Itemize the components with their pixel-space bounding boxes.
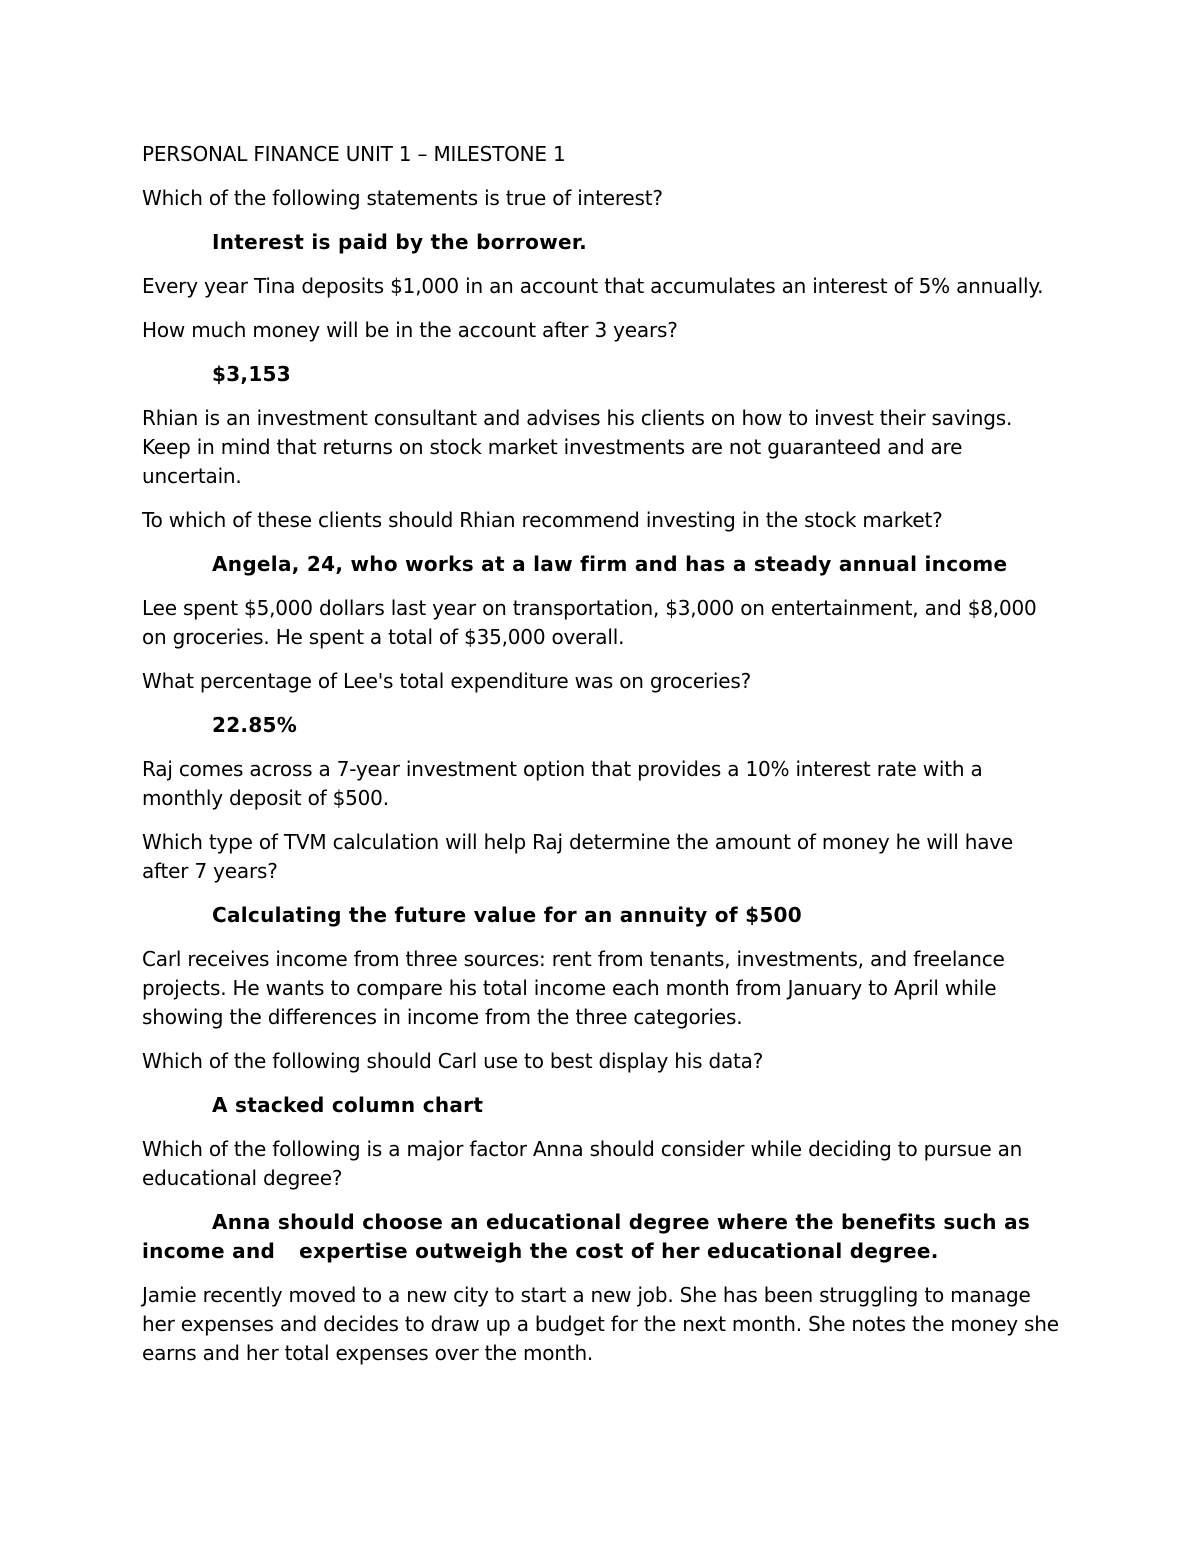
question-3: To which of these clients should Rhian recommend investing in the stock market?	[142, 508, 943, 532]
document-page	[142, 140, 1062, 1383]
answer-3: Angela, 24, who works at a law firm and has a steady annual income	[212, 552, 1008, 576]
question-7: Which of the following is a major factor Anna should consider while deciding to pursue an educational degree?	[142, 1137, 1023, 1190]
question-4: What percentage of Lee's total expenditure was on groceries?	[142, 669, 751, 693]
question-1: Which of the following statements is true of interest?	[142, 186, 663, 210]
question-6-context: Carl receives income from three sources: rent from tenants, investments, and freelance projects. He wants to compare his total income each month from January to April while showing the differences in income from the three categories.	[142, 947, 1005, 1029]
answer-6: A stacked column chart	[212, 1093, 484, 1117]
answer-7-part-2: expertise outweigh the cost of her educational degree.	[299, 1239, 939, 1263]
question-4-context: Lee spent $5,000 dollars last year on transportation, $3,000 on entertainment, and $8,000 on groceries. He spent a total of $35,000 overall.	[142, 596, 1037, 649]
question-2: How much money will be in the account after 3 years?	[142, 318, 678, 342]
answer-2: $3,153	[212, 362, 291, 386]
answer-7-part-1: Anna should choose an educational degree where the benefits such as income and	[142, 1210, 1031, 1263]
answer-4: 22.85%	[212, 713, 298, 737]
answer-7	[142, 1208, 1062, 1266]
question-5-context: Raj comes across a 7-year investment option that provides a 10% interest rate with a monthly deposit of $500.	[142, 757, 983, 810]
question-6: Which of the following should Carl use to best display his data?	[142, 1049, 764, 1073]
question-3-context: Rhian is an investment consultant and advises his clients on how to invest their savings. Keep in mind that returns on stock market investments are not guaranteed and are uncertain.	[142, 406, 1013, 488]
answer-5: Calculating the future value for an annuity of $500	[212, 903, 802, 927]
question-2-context: Every year Tina deposits $1,000 in an account that accumulates an interest of 5% annually.	[142, 274, 1044, 298]
answer-1: Interest is paid by the borrower.	[212, 230, 588, 254]
document-title: PERSONAL FINANCE UNIT 1 – MILESTONE 1	[142, 142, 566, 166]
question-5: Which type of TVM calculation will help Raj determine the amount of money he will have after 7 years?	[142, 830, 1014, 883]
question-8-context: Jamie recently moved to a new city to start a new job. She has been struggling to manage her expenses and decides to draw up a budget for the next month. She notes the money she earns and her total expenses over the month.	[142, 1283, 1059, 1365]
